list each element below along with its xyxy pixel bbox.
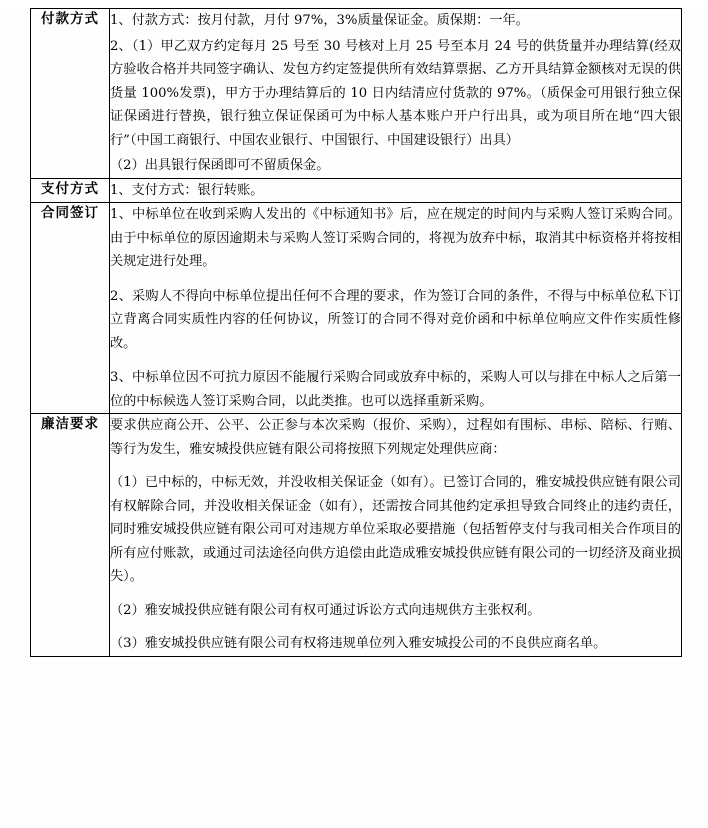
paragraph: 要求供应商公开、公平、公正参与本次采购（报价、采购），过程如有围标、串标、陪标、行贿、等行为发生，雅安城投供应链有限公司将按照下列规定处理供应商： <box>110 418 681 457</box>
paragraph: 1、付款方式：按月付款，月付 97%，3%质量保证金。质保期：一年。 <box>110 13 529 28</box>
paragraph: （2）雅安城投供应链有限公司有权可通过诉讼方式向违规供方主张权利。 <box>110 602 541 618</box>
contract-terms-table <box>30 8 682 657</box>
table-row <box>31 414 682 657</box>
row-content-settlement-method <box>110 178 682 203</box>
row-content-contract-signing <box>110 203 682 414</box>
row-label-contract-signing: 合同签订 <box>31 203 110 414</box>
paragraph: 1、支付方式：银行转账。 <box>110 182 264 198</box>
document-page <box>0 8 708 828</box>
paragraph: 2、采购人不得向中标单位提出任何不合理的要求，作为签订合同的条件，不得与中标单位私下订立背离合同实质性内容的任何协议，所签订的合同不得对竞价函和中标单位响应文件作实质性修改。 <box>110 288 681 351</box>
paragraph: （3）雅安城投供应链有限公司有权将违规单位列入雅安城投公司的不良供应商名单。 <box>110 636 607 651</box>
table-row <box>31 178 682 203</box>
table-row <box>31 203 682 414</box>
row-label-payment-method: 付款方式 <box>31 9 110 179</box>
paragraph: 3、中标单位因不可抗力原因不能履行采购合同或放弃中标的，采购人可以与排在中标人之后第一位的中标候选人签订采购合同，以此类推。也可以选择重新采购。 <box>110 370 681 409</box>
row-label-settlement-method: 支付方式 <box>31 178 110 203</box>
table-row <box>31 9 682 179</box>
row-content-payment-method <box>110 9 682 179</box>
paragraph: 1、中标单位在收到采购人发出的《中标通知书》后，应在规定的时间内与采购人签订采购合同。由于中标单位的原因逾期未与采购人签订采购合同的，将视为放弃中标，取消其中标资格并将按相关规定进行处理。 <box>110 207 681 269</box>
paragraph: （1）已中标的，中标无效，并没收相关保证金（如有）。已签订合同的，雅安城投供应链有限公司有权解除合同，并没收相关保证金（如有），还需按合同其他约定承担导致合同终止的违约责任，同时雅安城投供应链有限公司可对违规方单位采取必要措施（包括暂停支付与我司相关合作项目的所有应付账款，或通过司法途径向供方追偿由此造成雅安城投供应链有限公司的一切经济及商业损失）。 <box>110 475 681 584</box>
row-label-integrity-requirements: 廉洁要求 <box>31 414 110 657</box>
paragraph: 2、（1）甲乙双方约定每月 25 号至 30 号核对上月 25 号至本月 24 号的供货量并办理结算(经双方验收合格并共同签字确认、发包方约定签提供所有效结算票据、乙方开具结算金额核对无误的供货量 100%发票)，甲方于办理结算后的 10 日内结清应付货款的 97%。（质保金可用银行独立保证保函进行替换，银行独立保证保函可为中标人基本账户开户行出具，或为项目所在地“四大银行”（中国工商银行、中国农业银行、中国银行、中国建设银行）出具） <box>110 38 681 148</box>
paragraph: （2）出具银行保函即可不留质保金。 <box>110 158 330 173</box>
row-content-integrity-requirements <box>110 414 682 657</box>
